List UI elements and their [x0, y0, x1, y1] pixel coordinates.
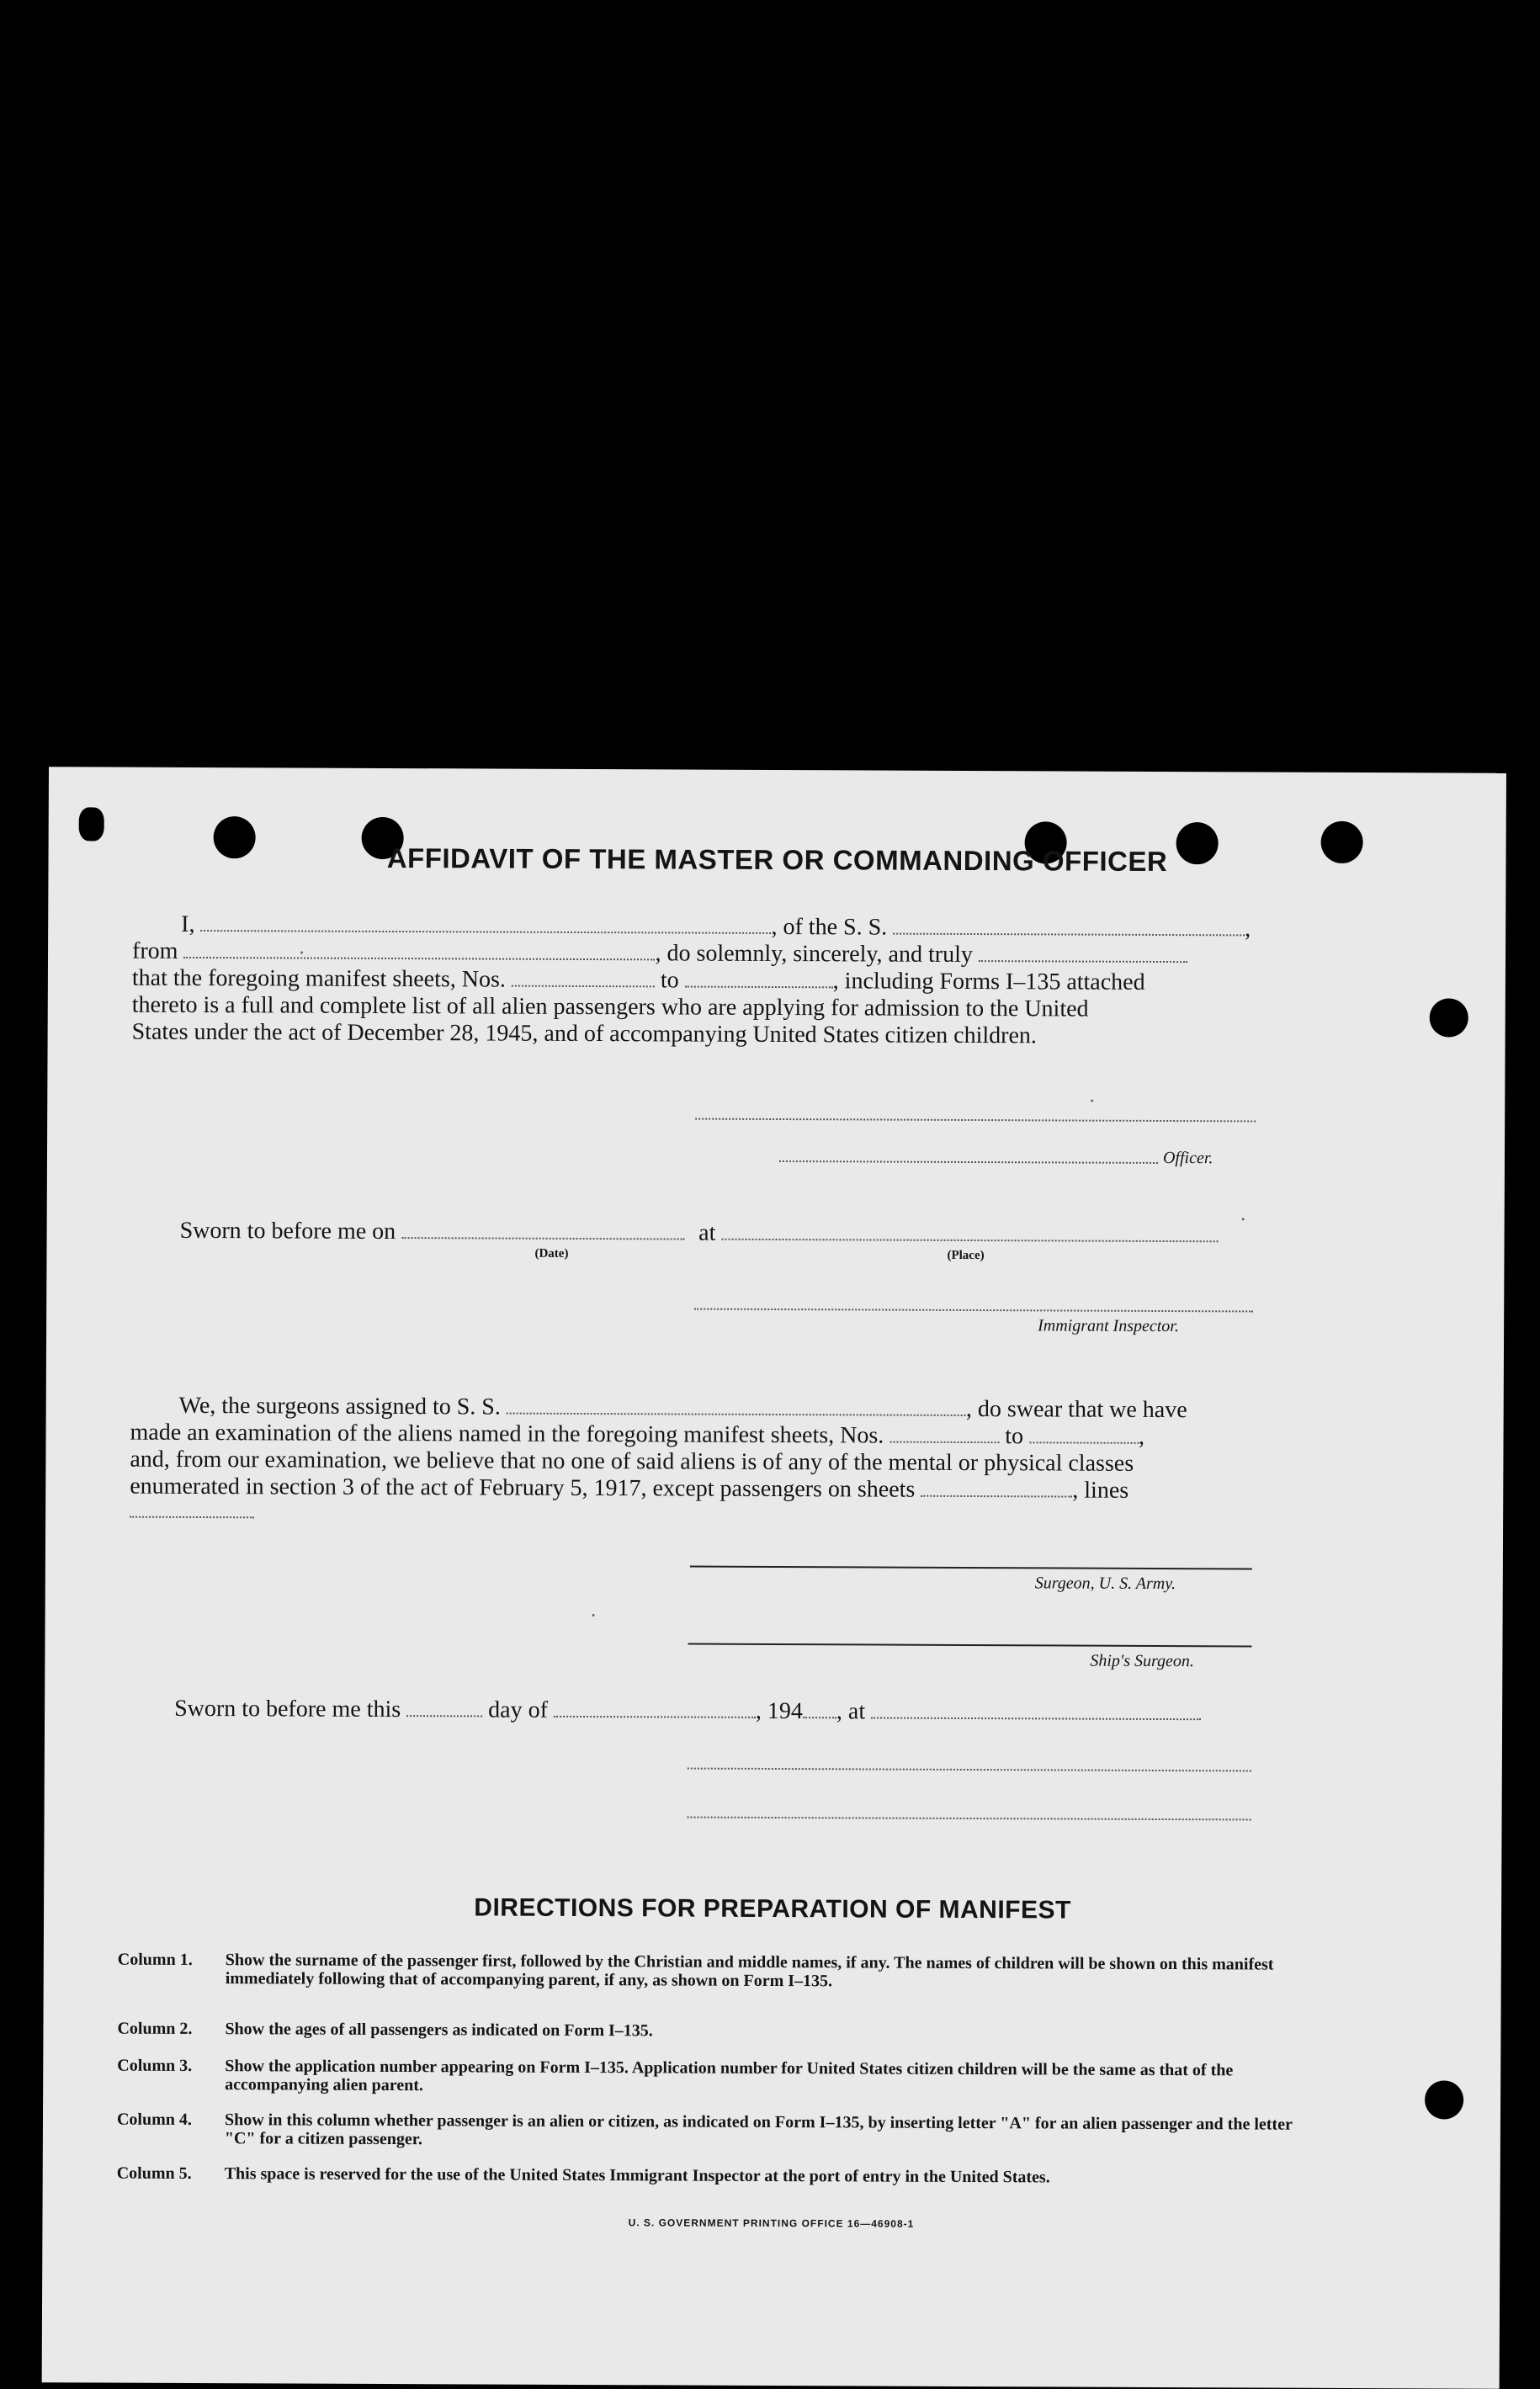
form-sheet — [42, 767, 1506, 2389]
month-field[interactable] — [554, 1697, 756, 1718]
truly-field[interactable] — [979, 942, 1187, 963]
column-2-text: Show the ages of all passengers as indicated on Form I–135. — [225, 2020, 653, 2041]
p1-comma: , — [1245, 916, 1251, 942]
p2-lines: , lines — [1072, 1477, 1129, 1504]
affidavit-title: AFFIDAVIT OF THE MASTER OR COMMANDING OFFICER — [386, 841, 1168, 878]
directions-title: DIRECTIONS FOR PREPARATION OF MANIFEST — [474, 1893, 1071, 1924]
punch-hole — [1430, 998, 1468, 1037]
speck — [592, 1614, 595, 1617]
sheets-to-field[interactable] — [685, 968, 833, 989]
sworn2-signature-line-1[interactable] — [688, 1768, 1251, 1772]
p2-to: to — [1005, 1423, 1024, 1450]
punch-hole — [1425, 2080, 1463, 2119]
p1-line5: States under the act of December 28, 1945, and of accompanying United States citizen children. — [131, 1018, 1038, 1049]
sworn2-signature-line-2[interactable] — [688, 1817, 1251, 1821]
p2-line4 — [130, 1473, 1128, 1505]
year-field[interactable] — [803, 1698, 836, 1718]
except-sheets-field[interactable] — [921, 1477, 1072, 1498]
column-2-label: Column 2. — [117, 2019, 193, 2038]
speck — [1091, 1100, 1093, 1102]
p1-to: to — [660, 967, 679, 994]
p2-line4a: enumerated in section 3 of the act of February 5, 1917, except passengers on sheets — [130, 1473, 916, 1503]
sworn-line-1 — [180, 1217, 1219, 1250]
surgeon-sheets-to-field[interactable] — [1029, 1423, 1139, 1444]
sheets-from-field[interactable] — [512, 967, 655, 988]
p1-from: from — [131, 937, 178, 964]
ship-name-field[interactable] — [893, 915, 1245, 937]
date-caption: (Date) — [534, 1246, 569, 1261]
lines-field[interactable] — [130, 1516, 254, 1519]
punch-hole — [79, 807, 104, 841]
day-of-text: day of — [488, 1696, 549, 1723]
sworn-date-field[interactable] — [401, 1218, 684, 1240]
master-signature-line[interactable] — [695, 1118, 1256, 1123]
army-surgeon-label: Surgeon, U. S. Army. — [1034, 1574, 1176, 1594]
sworn2-text: Sworn to before me this — [174, 1695, 401, 1723]
army-surgeon-signature-line[interactable] — [690, 1566, 1252, 1570]
column-4-text: Show in this column whether passenger is an alien or citizen, as indicated on Form I–135, by inserting letter "A" for an alien passenger and the letter "C" for a citizen passenger. — [224, 2110, 1293, 2149]
p1-do-solemnly: , do solemnly, sincerely, and truly — [655, 940, 973, 969]
p2-line3: and, from our examination, we believe that no one of said aliens is of any of the mental or physical classes — [130, 1446, 1134, 1477]
ship-surgeon-signature-line[interactable] — [688, 1643, 1251, 1648]
column-3-label: Column 3. — [117, 2056, 193, 2075]
surgeon-sheets-from-field[interactable] — [889, 1423, 999, 1444]
from-field[interactable] — [183, 938, 655, 960]
name-field[interactable] — [200, 911, 771, 934]
p1-line4: thereto is a full and complete list of all alien passengers who are applying for admission to the United — [131, 991, 1089, 1022]
officer-label: Officer. — [1162, 1149, 1213, 1168]
sworn-place-field[interactable] — [721, 1220, 1218, 1243]
p2-swear: , do swear that we have — [965, 1395, 1187, 1424]
p1-of-ss: , of the S. S. — [771, 913, 888, 941]
p2-line2: made an examination of the aliens named in the foregoing manifest sheets, Nos. to , — [130, 1419, 1145, 1450]
sworn1-at: at — [698, 1219, 716, 1246]
p2-we: We, the surgeons assigned to S. S. — [178, 1392, 501, 1420]
day-field[interactable] — [406, 1696, 482, 1717]
speck — [1242, 1218, 1245, 1220]
column-5-text: This space is reserved for the use of the United States Immigrant Inspector at the port of entry in the United States. — [224, 2164, 1050, 2187]
officer-signature-line[interactable] — [779, 1160, 1158, 1164]
at2-text: , at — [836, 1698, 866, 1725]
column-1-label: Column 1. — [117, 1950, 193, 1969]
p1-i: I, — [181, 910, 195, 937]
year-text: , 194 — [755, 1697, 804, 1725]
surgeon-ship-field[interactable] — [507, 1394, 966, 1416]
p2-line2a: made an examination of the aliens named in the foregoing manifest sheets, Nos. — [130, 1419, 884, 1449]
sworn1-text: Sworn to before me on — [179, 1217, 396, 1245]
sworn-line-2 — [174, 1695, 1201, 1728]
inspector-signature-line[interactable] — [694, 1309, 1253, 1313]
column-1-text: Show the surname of the passenger first, followed by the Christian and middle names, if any. The names of children will be shown on this manifest immediately following that of accompanying parent, if any, as shown on Form I–135. — [225, 1951, 1274, 1991]
inspector-label: Immigrant Inspector. — [1038, 1316, 1179, 1336]
place-caption: (Place) — [947, 1248, 985, 1263]
ship-surgeon-label: Ship's Surgeon. — [1090, 1651, 1194, 1671]
p1-foregoing: that the foregoing manifest sheets, Nos. — [131, 964, 506, 993]
column-5-label: Column 5. — [116, 2163, 192, 2183]
column-4-label: Column 4. — [116, 2110, 192, 2129]
printing-office-imprint: U. S. GOVERNMENT PRINTING OFFICE 16—46908-1 — [628, 2216, 915, 2230]
column-3-text: Show the application number appearing on Form I–135. Application number for United States citizen children will be the same as that of the accompanying alien parent. — [225, 2057, 1234, 2095]
p1-including: , including Forms I–135 attached — [832, 968, 1145, 995]
sworn2-place-field[interactable] — [871, 1698, 1201, 1720]
